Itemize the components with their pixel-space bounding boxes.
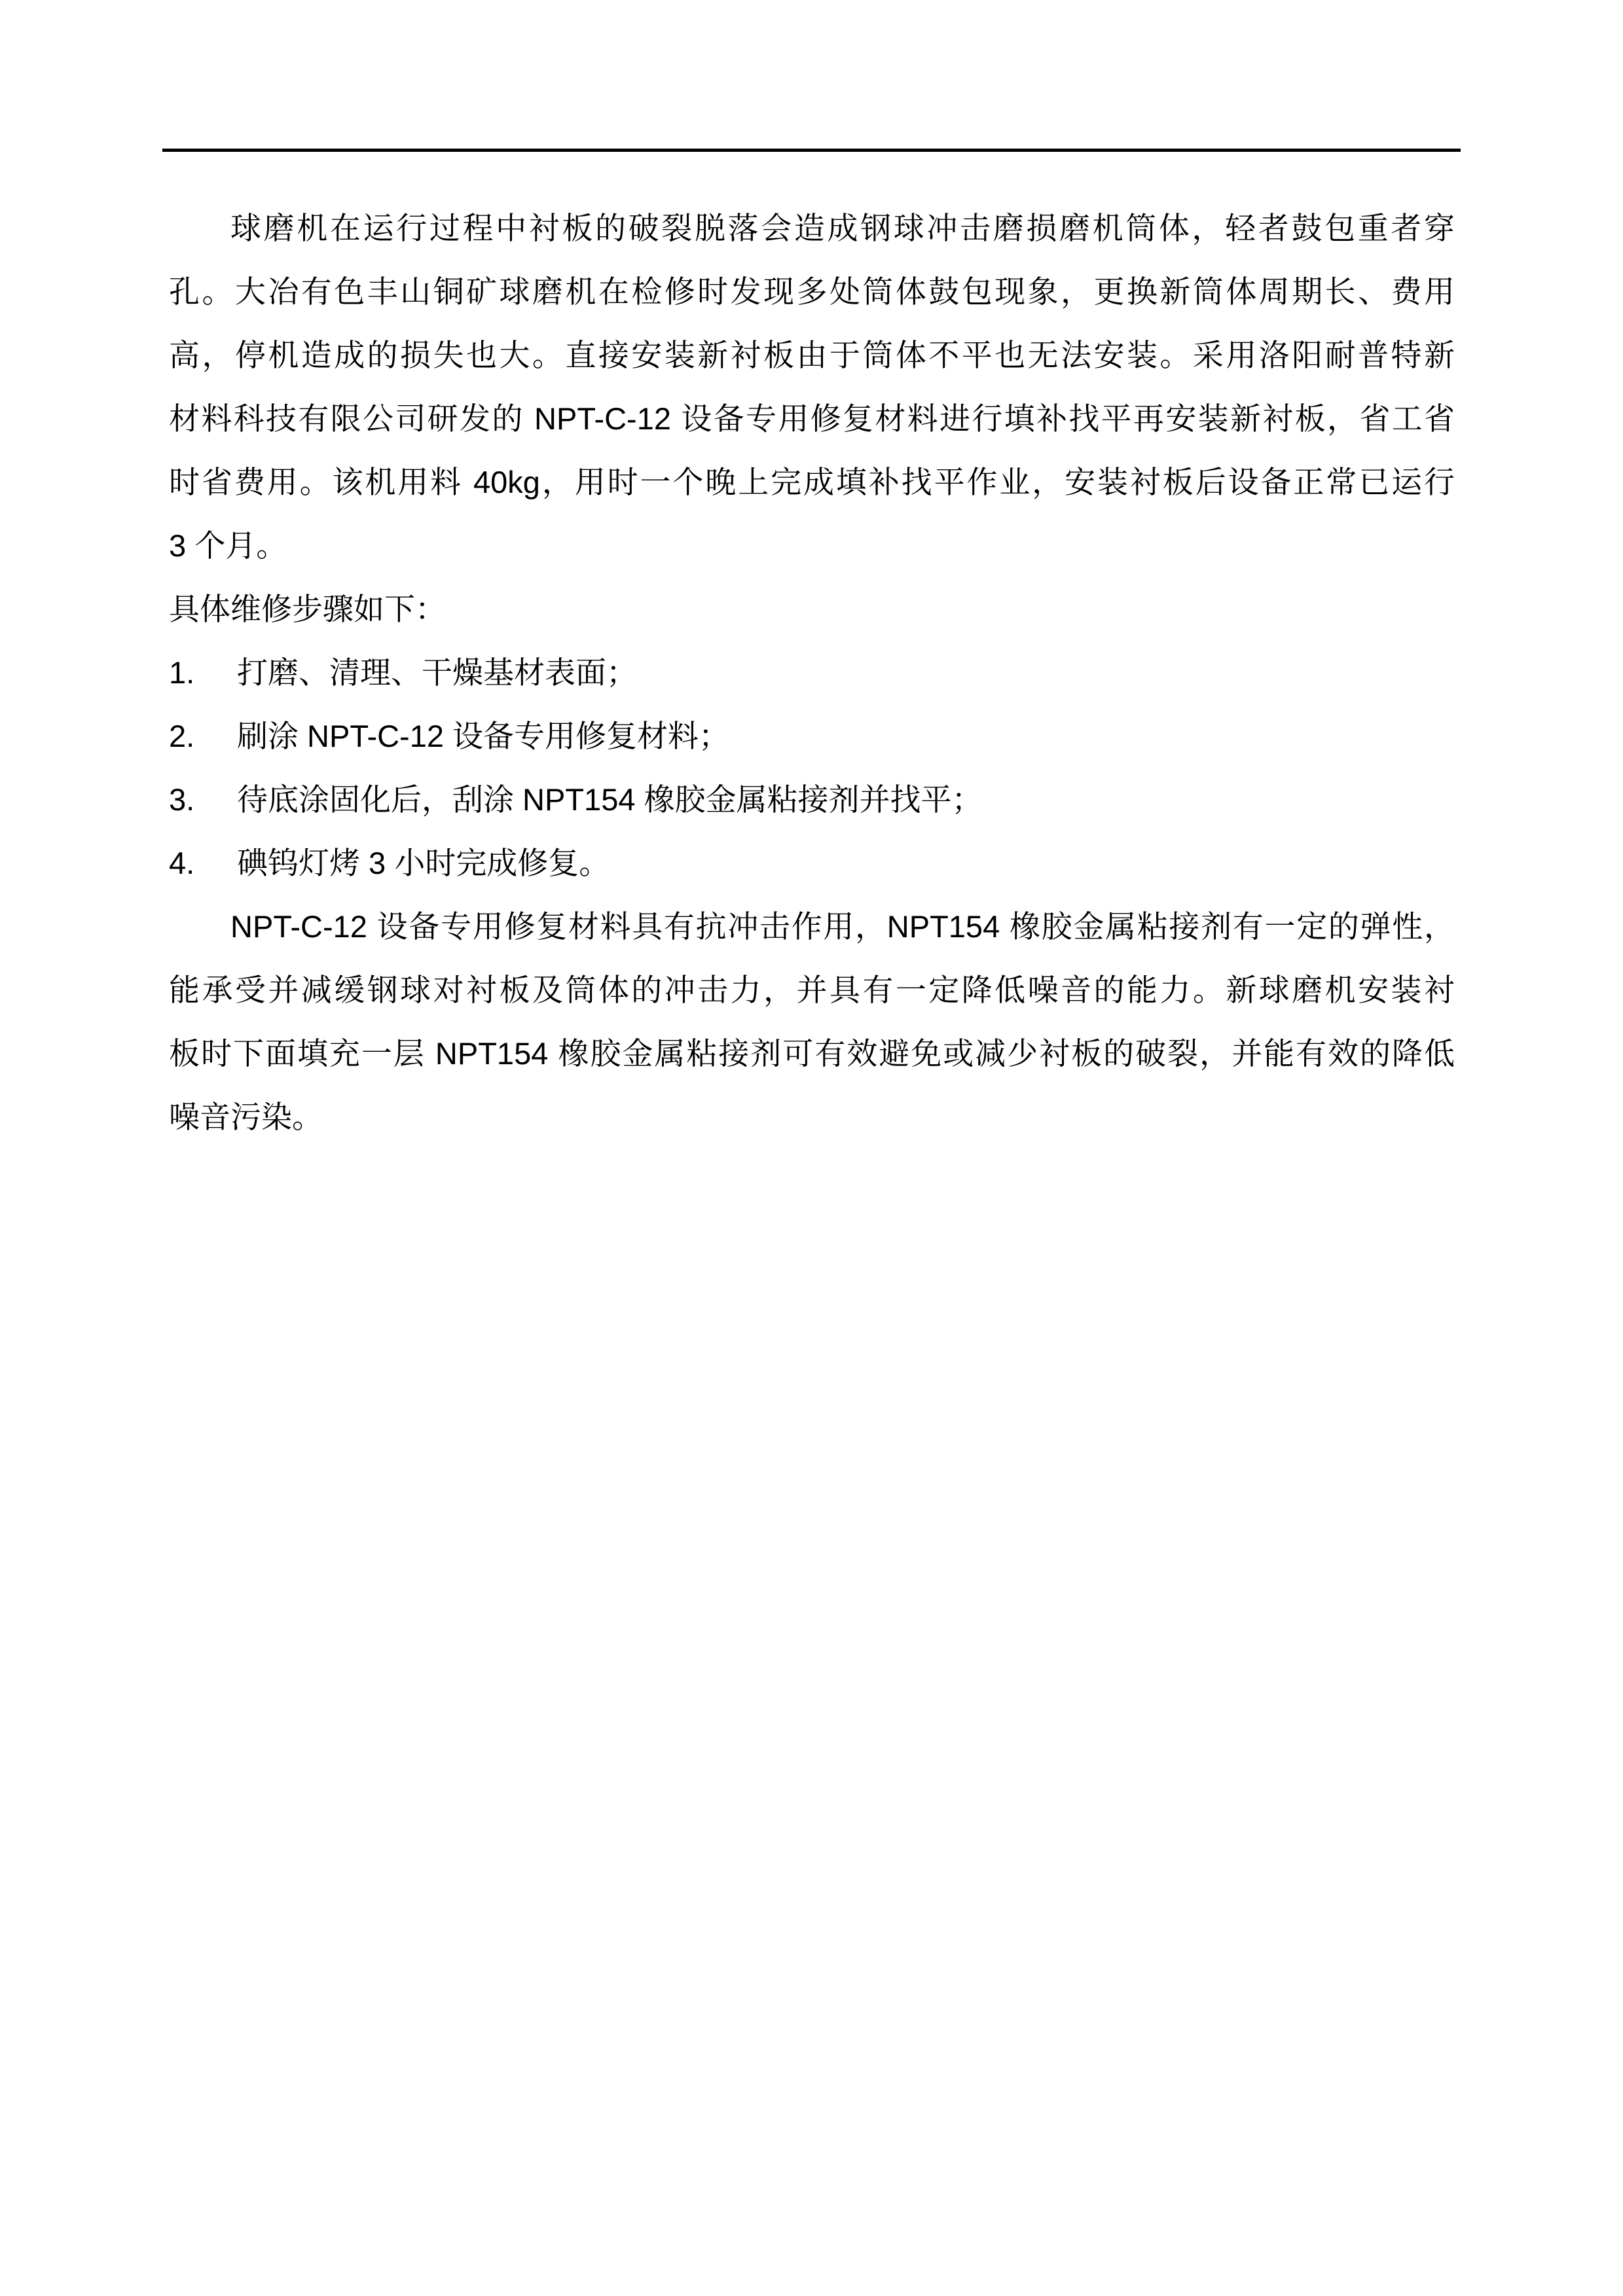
- steps-heading: 具体维修步骤如下：: [169, 592, 446, 626]
- header-rule: [162, 149, 1461, 152]
- list-item: [169, 768, 1455, 831]
- list-text: 待底涂固化后，刮涂 NPT154 橡胶金属粘接剂并找平；: [237, 782, 983, 817]
- paragraph-line: 材料科技有限公司研发的 NPT-C-12 设备专用修复材料进行填补找平再安装新衬板，省工省: [169, 401, 1455, 436]
- paragraph-line: 时省费用。该机用料 40kg，用时一个晚上完成填补找平作业，安装衬板后设备正常已运行: [169, 465, 1455, 499]
- paragraph-line: NPT-C-12 设备专用修复材料具有抗冲击作用，NPT154 橡胶金属粘接剂有一定的弹性，: [230, 909, 1455, 944]
- list-text: 打磨、清理、干燥基材表面；: [237, 655, 637, 690]
- paragraph-line: 噪音污染。: [169, 1100, 323, 1134]
- paragraph-line: 球磨机在运行过程中衬板的破裂脱落会造成钢球冲击磨损磨机筒体，轻者鼓包重者穿: [230, 211, 1455, 245]
- list-text: 碘钨灯烤 3 小时完成修复。: [237, 846, 610, 880]
- document-body: [169, 196, 1455, 1149]
- list-text: 刷涂 NPT-C-12 设备专用修复材料；: [237, 719, 730, 753]
- paragraph-line: 高，停机造成的损失也大。直接安装新衬板由于筒体不平也无法安装。采用洛阳耐普特新: [169, 338, 1455, 372]
- list-number: 2.: [169, 719, 195, 753]
- paragraph-line: 能承受并减缓钢球对衬板及筒体的冲击力，并具有一定降低噪音的能力。新球磨机安装衬: [169, 973, 1455, 1007]
- list-item: [169, 641, 1455, 704]
- paragraph-line: 板时下面填充一层 NPT154 橡胶金属粘接剂可有效避免或减少衬板的破裂，并能有效的降低: [169, 1036, 1455, 1071]
- list-number: 1.: [169, 655, 195, 690]
- list-number: 3.: [169, 782, 195, 817]
- paragraph-line: 3 个月。: [169, 528, 287, 563]
- list-number: 4.: [169, 846, 195, 880]
- list-item: [169, 831, 1455, 895]
- list-item: [169, 704, 1455, 768]
- paragraph-line: 孔。大冶有色丰山铜矿球磨机在检修时发现多处筒体鼓包现象，更换新筒体周期长、费用: [169, 274, 1455, 309]
